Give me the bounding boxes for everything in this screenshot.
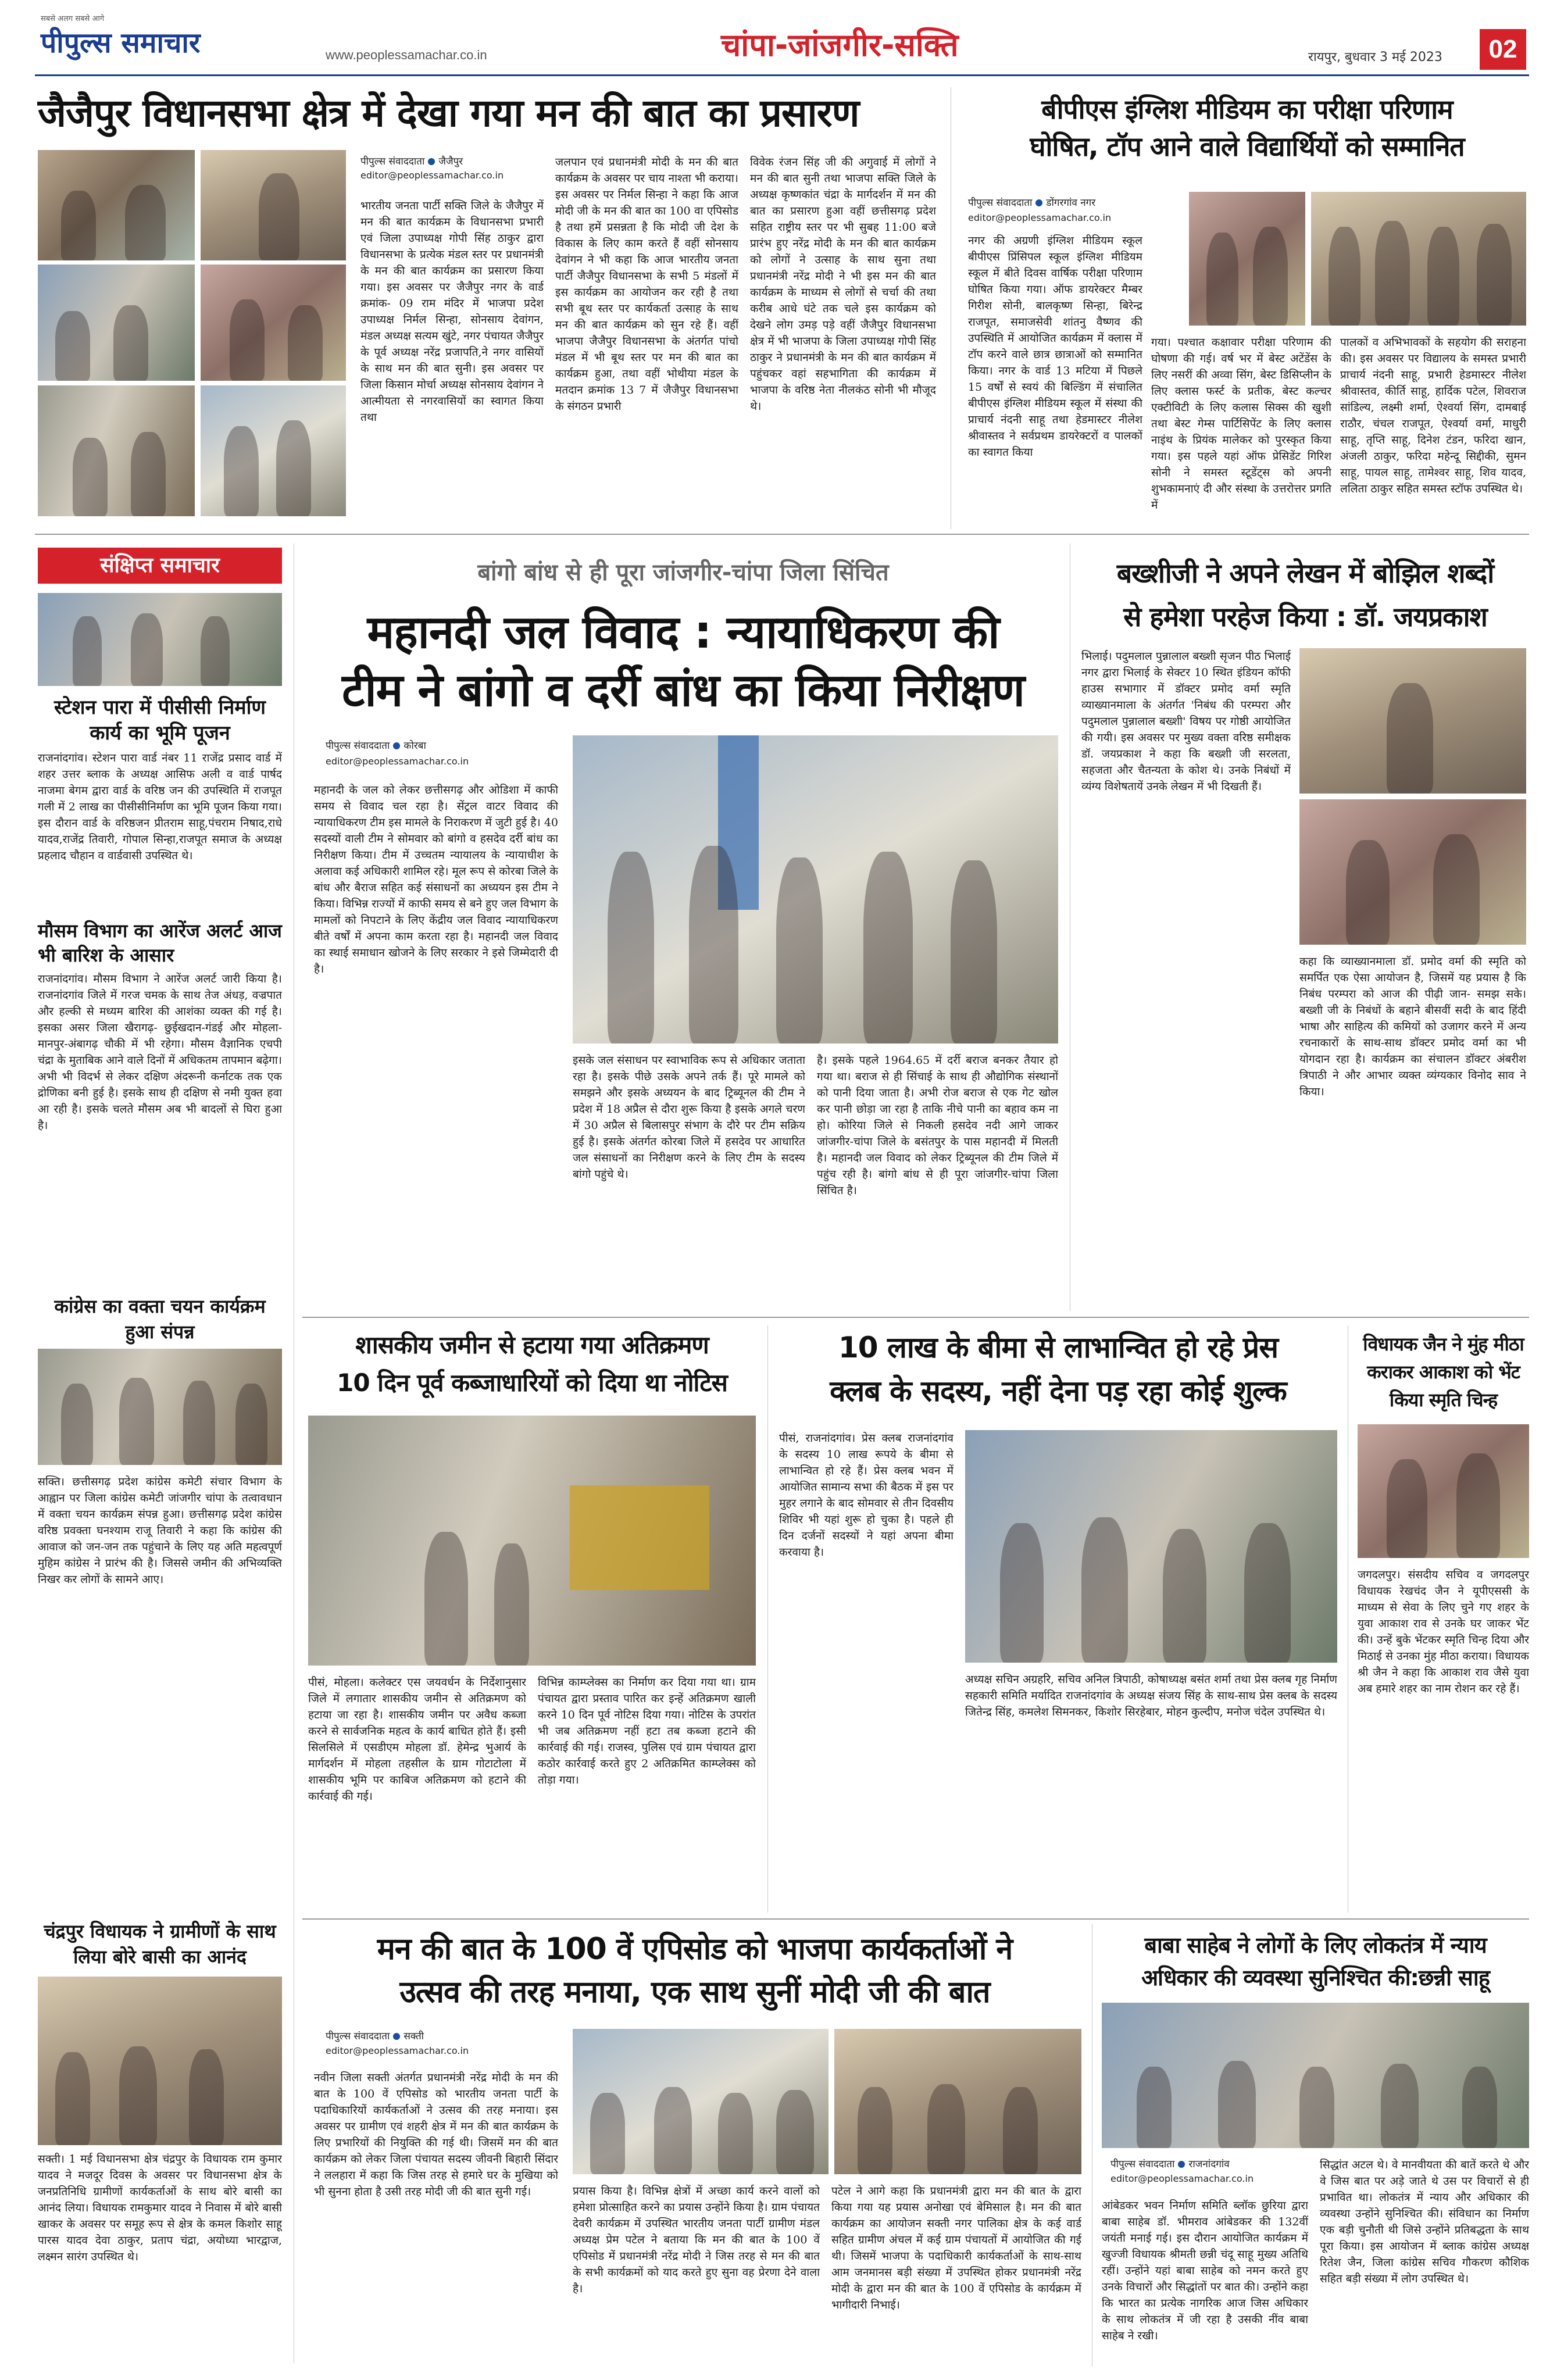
story3-email[interactable]: editor@peoplessamachar.co.in <box>326 756 469 767</box>
briefs-header <box>38 548 282 584</box>
brief2-text: राजनांदगांव। मौसम विभाग ने आरेंज अलर्ट जारी किया है। राजनांदगांव जिले में गरज चमक के साथ तेज अंधड़, वज्रपात और हल्की से मध्यम बारिश की आशंका व्यक्त की गई है। इसका असर जिला खैरागढ़- छुईखदान-गंडई और मोहला-मानपुर-अंबागढ़ चौकी में भी रहेगा। मौसम वैज्ञानिक एचपी चंद्रा के मुताबिक आने वाले दिनों में अधिकतम तापमान बढ़ेगा। अभी भी विदर्भ से लेकर दक्षिण अंदरूनी कर्नाटक तक एक द्रोणिका बनी हुई है। इसके साथ ही दक्षिण से नमी युक्त हवा आ रही है। इसके चलते मौसम अब भी बादलों से घिरा हुआ है। <box>38 973 282 1132</box>
story3-photo <box>573 735 1058 1044</box>
story9-col-2: सिद्धांत अटल थे। वे मानवीयता की बातें करते थे और वे जिस बात पर अड़े जाते थे उस पर विचारों से ही प्रभावित था। लोकतंत्र में न्याय और अधिकार की व्यवस्था उन्होंने सुनिश्चित की। संविधान का निर्माण एक बड़ी चुनौती थी जिसे उन्होंने प्रतिबद्धता के साथ पूरा किया। इस आयोजन में ब्लाक कांग्रेस अध्यक्ष रितेश जैन, जिला कांग्रेस सचिव गौकरण कौशिक सहित बड़ी संख्या में लोग उपस्थित थे। <box>1320 2159 1529 2285</box>
story6-col-2: अध्यक्ष सचिन अग्रहरि, सचिव अनिल त्रिपाठी, कोषाध्यक्ष बसंत शर्मा तथा प्रेस क्लब गृह निर्माण सहकारी समिति मर्यादित राजनांदगांव के अध्यक्ष संजय सिंह के साथ-साथ प्रेस क्लब के सदस्य जितेन्द्र सिंह, कमलेश सिमनकर, किशोर सिरहेबार, मोहन कुल्दीप, मनोज चंदेल उपस्थित थे। <box>965 1673 1337 1718</box>
story6-col-1: पीसं, राजनांदगांव। प्रेस क्लब राजनांदगांव के सदस्य 10 लाख रूपये के बीमा से लाभान्वित हो रहे हैं। प्रेस क्लब भवन में आयोजित सामान्य सभा की बैठक में इस पर मुहर लगाने के बाद सोमवार से तीन दिवसीय शिविर भी यहां शुरू हो चुका है। पहले ही दिन दर्जनों सदस्यों ने यहां अपना बीमा करवाया है। <box>779 1432 954 1559</box>
story4-photo-2 <box>1299 799 1526 945</box>
story1-photo-6 <box>201 385 346 516</box>
story1-col-1: भारतीय जनता पार्टी सक्ति जिले के जैजैपुर में मन की बात कार्यक्रम के विधानसभा प्रभारी एवं जिला उपाध्यक्ष गोपी सिंह ठाकुर द्वारा विधानसभा के प्रत्येक मंडल स्तर पर प्रधानमंत्री के मन की बात कार्यक्रम का प्रसारण किया गया। इस अवसर पर जैजैपुर नगर के वार्ड क्रमांक- 09 राम मंदिर में भाजपा प्रदेश उपाध्यक्ष निर्मल सिन्हा, सोनसाय देवांगन, मंडल अध्यक्ष सत्यम खुंटे, नगर पंचायत जैजैपुर के पूर्व अध्यक्ष नरेंद्र प्रजापति,ने नगर वासियों के साथ मन की बात सुनी। इस अवसर पर जिला किसान मोर्चा अध्यक्ष सोनसाय देवांगन ने आत्मीयता से नगरवासियों का स्वागत किया तथा <box>360 199 544 424</box>
story2-col-2: गया। पश्चात कक्षावार परीक्षा परिणाम की घोषणा की गई। वर्ष भर में बेस्ट अटेंडेंस के लिए नसरीं की अव्वा सिंग, बेस्ट डिसिप्लीन के लिए क्लास फर्स्ट के प्रतीक, बेस्ट कल्चर एक्टीविटी के लिए कलास सिक्स की खुशी तथा बेस्ट गेम्स पार्टिसिपेंट के लिए क्लास नाइंथ के प्रियंक मालेकर को पुरस्कृत किया गया। इस पहले यहां ऑफ प्रेसिडेंट गिरिश सोनी ने समस्त स्टूडेंट्स को अपनी शुभकामनाएं दी और संस्था के उत्तरोत्तर प्रगति में <box>1151 336 1331 512</box>
story5-col-2: विभिन्न काम्प्लेक्स का निर्माण कर दिया गया था। ग्राम पंचायत द्वारा प्रस्ताव पारित कर इन्हें अतिक्रमण खाली करने 10 दिन पूर्व नोटिस दिया गया। नोटिस के उपरांत भी जब अतिक्रमण नहीं हटा तब कब्जा हटाने की कार्रवाई की गई। राजस्व, पुलिस एवं ग्राम पंचायत द्वारा कठोर कार्रवाई करते हुए 2 अतिक्रमित काम्प्लेक्स को तोड़ा गया। <box>538 1676 756 1786</box>
story8-photo-2 <box>834 2029 1081 2174</box>
story7-headline-3: किया स्मृति चिन्ह <box>1389 1389 1498 1411</box>
story3-kicker: बांगो बांध से ही पूरा जांजगीर-चांपा जिला सिंचित <box>477 559 889 586</box>
section-rule <box>302 1317 1529 1318</box>
story5-headline-2: 10 दिन पूर्व कब्जाधारियों को दिया था नोटिस <box>337 1368 727 1397</box>
website: www.peoplessamachar.co.in <box>326 48 487 62</box>
story1-photo-1 <box>38 150 195 260</box>
section-rule <box>35 534 1529 535</box>
logo-tagline: सबसे अलग सबसे आगे <box>41 15 105 23</box>
column-divider <box>767 1325 768 1913</box>
story2-col-1: नगर की अग्रणी इंग्लिश मीडियम स्कूल बीपीएस प्रिंसिपल स्कूल इंग्लिश मीडियम स्कूल में बीते दिवस वार्षिक परीक्षा परिणाम घोषित किया गया। ऑफ डायरेक्टर मैम्बर गिरीश सोनी, बालकृष्ण सिन्हा, बिरेन्द्र राजपूत, समाजसेवी शांतनु वैष्णव की उपस्थिति में आयोजित कार्यक्रम में क्लास में टॉप करने वाले छात्र छात्राओं को सम्मानित किया। नगर के वार्ड 13 मटिया में पिछले 15 वर्षों से स्वयं की बिल्डिंग में संचालित बीपीएस इंग्लिश मीडियम स्कूल में संस्था की प्राचार्य नंदनी साहू तथा हेडमास्टर नीलेश श्रीवास्तव ने सर्वप्रथम डायरेक्टरों व पालकों का स्वागत किया <box>968 234 1142 459</box>
brief3-headline: कांग्रेस का वक्ता चयन कार्यक्रम हुआ संपन्न <box>54 1295 266 1343</box>
brief1-photo <box>38 593 282 686</box>
story7-photo <box>1358 1424 1529 1558</box>
story3-byline-source: पीपुल्स संवाददाता <box>326 740 390 752</box>
story1-col-3: विवेक रंजन सिंह जी की अगुवाई में लोगों ने मन की बात सुनी तथा भाजपा सक्ति जिले के अध्यक्ष कृष्णकांत चंद्रा के मार्गदर्शन में मन की बात का प्रसारण हुआ वहीं छत्तीसगढ़ प्रदेश सहित राष्ट्रीय स्तर पर भी सुबह 11:00 बजे प्रारंभ हुए नरेंद्र मोदी के मन की बात कार्यक्रम को लोगों ने उत्साह के साथ सुना तथा प्रधानमंत्री नरेंद्र मोदी ने भी इस मन की बात कार्यक्रम के माध्यम से लोगों से चर्चा की तथा करीब आधे घंटे तक चले इस कार्यक्रम को देखने लोग उमड़ पड़े वहीं जैजैपुर विधानसभा क्षेत्र में भी भाजपा के जिला उपाध्यक्ष गोपी सिंह ठाकुर ने प्रधानमंत्री के मन की बात कार्यक्रम में पहुंचकर वहां सहभागिता की कार्यक्रम में भाजपा के वरिष्ठ नेता नीलकंठ सोनी भी मौजूद थे। <box>750 156 936 413</box>
brief4-photo <box>38 1977 282 2145</box>
story1-byline-place: जैजैपुर <box>438 156 463 167</box>
story7-headline-1: विधायक जैन ने मुंह मीठा <box>1363 1333 1524 1355</box>
brief4-headline: चंद्रपुर विधायक ने ग्रामीणों के साथ लिया बोरे बासी का आनंद <box>44 1920 276 1968</box>
story1-byline-source: पीपुल्स संवाददाता <box>360 156 425 167</box>
story4-photo-1 <box>1299 648 1526 794</box>
page-number: 02 <box>1480 29 1526 70</box>
story6-headline-1: 10 लाख के बीमा से लाभान्वित हो रहे प्रेस <box>838 1331 1279 1364</box>
story4-headline-1: बख्शीजी ने अपने लेखन में बोझिल शब्दों <box>1116 558 1494 589</box>
story8-byline-place: सक्ती <box>403 2031 424 2042</box>
story5-col-1: पीसं, मोहला। कलेक्टर एस जयवर्धन के निर्देशानुसार जिले में लगातार शासकीय जमीन से अतिक्रमण को हटाया जा रहा है। शासकीय जमीन पर अवैध कब्जा करने से सार्वजनिक महत्व के कार्य बाधित होते हैं। इसी सिलसिले में एसडीएम मोहला डॉ. हेमेन्द्र भुआर्य के मार्गदर्शन में मोहला तहसील के ग्राम गोटाटोला में शासकीय भूमि पर काबिज अतिक्रमण को हटाने की कार्रवाई की गई। <box>308 1676 526 1803</box>
story8-headline-2: उत्सव की तरह मनाया, एक साथ सुनीं मोदी जी की बात <box>399 1975 990 2010</box>
story1-headline: जैजैपुर विधानसभा क्षेत्र में देखा गया मन की बात का प्रसारण <box>38 91 859 135</box>
brief2-headline: मौसम विभाग का आरेंज अलर्ट आज भी बारिश के आसार <box>38 920 282 966</box>
logo: पीपुल्स समाचार <box>41 27 201 59</box>
masthead <box>0 0 1557 76</box>
story2-headline-2: घोषित, टॉप आने वाले विद्यार्थियों को सम्मानित <box>1030 131 1465 162</box>
story7-headline-2: कराकर आकाश को भेंट <box>1367 1361 1520 1383</box>
byline-dot-icon <box>428 158 435 165</box>
story8-col-3: पटेल ने आगे कहा कि प्रधानमंत्री द्वारा मन की बात के द्वारा किया गया यह प्रयास अनोखा एवं बेमिसाल है। मन की बात कार्यक्रम का आयोजन सक्ती नगर पालिका क्षेत्र के कई वार्ड सहित ग्रामीण अंचल में कई ग्राम पंचायतों में आयोजित की गई थी। जिसमें भाजपा के पदाधिकारी कार्यकर्ताओं के साथ-साथ आम जनमानस बड़ी संख्या में उपस्थित होकर प्रधानमंत्री नरेंद्र मोदी के द्वारा मन की बात के 100 वें एपिसोड के कार्यक्रम में भागीदारी निभाई। <box>831 2185 1081 2311</box>
story2-byline <box>968 195 1095 209</box>
story6-headline-2: क्लब के सदस्य, नहीं देना पड़ रहा कोई शुल्क <box>830 1374 1287 1408</box>
byline-dot-icon <box>1035 199 1042 206</box>
story2-byline-source: पीपुल्स संवाददाता <box>968 197 1033 209</box>
story2-email[interactable]: editor@peoplessamachar.co.in <box>968 212 1112 223</box>
brief3-photo <box>38 1349 282 1465</box>
story8-col-2: प्रयास किया है। विभिन्न क्षेत्रों में अच्छा कार्य करने वालों को हमेशा प्रोत्साहित करने का प्रयास उन्होंने किया है। ग्राम पंचायत देवरी कार्यक्रम में उपस्थित भारतीय जनता पार्टी ग्रामीण मंडल अध्यक्ष प्रेम पटेल ने बताया कि मन की बात के 100 वें एपिसोड में प्रधानमंत्री नरेंद्र मोदी ने जिस तरह से मन की बात के सभी कार्यक्रमों को याद करते हुए सुना वह प्रेरणा देने वाला है। <box>573 2185 820 2295</box>
story9-email[interactable]: editor@peoplessamachar.co.in <box>1110 2173 1254 2184</box>
story2-photo-2 <box>1311 192 1526 326</box>
story4-headline-2: से हमेशा परहेज किया : डॉ. जयप्रकाश <box>1123 601 1487 632</box>
story9-byline-source: पीपुल्स संवाददाता <box>1110 2159 1175 2170</box>
byline-dot-icon <box>393 742 400 749</box>
story1-photo-3 <box>38 265 195 381</box>
byline-dot-icon <box>393 2033 400 2040</box>
story3-col-1: महानदी के जल को लेकर छत्तीसगढ़ और ओडिशा में काफी समय से विवाद चल रहा है। सेंट्रल वाटर विवाद की न्यायाधिकरण टीम इस मामले के निराकरण में जुटी हुई है। 40 सदस्यों वाली टीम ने सोमवार को बांगो व हसदेव दर्री बांध का निरीक्षण किया। टीम में उच्चतम न्यायालय के न्यायाधीश के अलावा कई अधिकारी शामिल रहे। मूल रूप से कोरबा जिले के बांध और बैराज सहित कई संसाधनों का अध्ययन इस टीम ने किया। विभिन्न राज्यों में काफी समय से बने हुए जल विभाग के मामलों को निपटाने के लिए केंद्रीय जल विवाद न्यायाधिकरण बीते वर्षों में अपना काम करता रहा है। महानदी जल विवाद का स्थाई समाधान खोजने के लिए सरकार ने इसे जिम्मेदारी दी है। <box>314 784 558 975</box>
story2-byline-place: डोंगरगांव नगर <box>1046 197 1096 209</box>
section-title: चांपा-जांजगीर-सक्ति <box>721 27 959 63</box>
story8-byline <box>326 2029 424 2042</box>
story5-photo <box>308 1416 756 1666</box>
story8-photo-1 <box>573 2029 829 2174</box>
story1-byline <box>360 154 463 167</box>
story7-col-1: जगदलपुर। संसदीय सचिव व जगदलपुर विधायक रेखचंद जैन ने यूपीएससी के माध्यम से सेवा के लिए चुने गए शहर के युवा आकाश राव से उनके घर जाकर भेंट की। उन्हें बुके भेंटकर स्मृति चिन्ह दिया और मिठाई से उनका मुंह मीठा कराया। विधायक श्री जैन ने कहा कि आकाश राव जैसे युवा अब हमारे शहर का नाम रोशन कर रहे हैं। <box>1358 1568 1529 1695</box>
story8-email[interactable]: editor@peoplessamachar.co.in <box>326 2045 469 2056</box>
briefs-header-label: संक्षिप्त समाचार <box>100 553 220 577</box>
story6-photo <box>965 1430 1337 1663</box>
story3-byline-place: कोरबा <box>403 740 426 752</box>
story9-headline-1: बाबा साहेब ने लोगों के लिए लोकतंत्र में न्याय <box>1144 1932 1487 1958</box>
story3-headline-2: टीम ने बांगो व दर्री बांध का किया निरीक्षण <box>342 664 1024 717</box>
story2-headline-1: बीपीएस इंग्लिश मीडियम का परीक्षा परिणाम <box>1041 94 1453 125</box>
brief4-text: सक्ती। 1 मई विधानसभा क्षेत्र चंद्रपुर के विधायक राम कुमार यादव ने मजदूर दिवस के अवसर पर विधानसभा क्षेत्र के जनप्रतिनिधि ग्रामीणों कार्यकर्ताओं के साथ बोरे बासी का आनंद लिया। विधायक रामकुमार यादव ने निवास में बोरे बासी खाकर के अवसर पर समूह रूप से क्षेत्र के कमल किशोर साहू पारस यादव देवा ठाकुर, प्रताप चंद्रा, अयोध्या भारद्वाज, लक्ष्मन सारंग उपस्थित थे। <box>38 2153 282 2263</box>
story3-headline-1: महानदी जल विवाद : न्यायाधिकरण की <box>367 606 999 659</box>
story5-headline-1: शासकीय जमीन से हटाया गया अतिक्रमण <box>355 1331 709 1359</box>
story4-col-2: कहा कि व्याख्यानमाला डॉ. प्रमोद वर्मा की स्मृति को समर्पित एक ऐसा आयोजन है, जिसमें यह प्रयास है कि निबंध परम्परा को आज की पीढ़ी जान- समझ सके। बख्शी जी के निबंधों के बहाने बीसवीं सदी के बाद हिंदी भाषा और साहित्य की कमियों को उजागर करने में अन्य रचनाकारों के साथ-साथ डॉक्टर प्रमोद वर्मा का भी योगदान रहा है। कार्यक्रम का संचालन डॉक्टर अंबरीश त्रिपाठी ने और आभार व्यक्त व्यंग्यकार विनोद साव ने किया। <box>1299 955 1526 1098</box>
story3-col-3: है। इसके पहले 1964.65 में दर्री बराज बनकर तैयार हो गया था। बराज से ही सिंचाई के साथ ही औद्योगिक संस्थानों को पानी दिया जाता है। अभी रोज बराज से एक गेट खोल कर पानी छोड़ा जा रहा है ताकि नीचे पानी का बहाव कम ना हो। कोरिया जिले से निकली हसदेव नदी आगे जाकर जांजगीर-चांपा जिले के बसंतपुर के पास महानदी में मिलती है। महानदी जल विवाद को लेकर ट्रिब्यूनल की टीम जिले में पहुंच रही है। बांगो बांध से ही पूरा जांजगीर-चांपा जिला सिंचित है। <box>817 1054 1058 1197</box>
story4-col-1: भिलाई। पदुमलाल पुन्नालाल बख्शी सृजन पीठ भिलाई नगर द्वारा भिलाई के सेक्टर 10 स्थित इंडियन कॉफी हाउस सभागार में डॉक्टर प्रमोद वर्मा स्मृति व्याख्यानमाला के अंतर्गत 'निबंध की परम्परा और पदुमलाल पुन्नालाल बख्शी' विषय पर गोष्ठी आयोजित की गयी। इस अवसर पर मुख्य वक्ता वरिष्ठ समीक्षक डॉ. जयप्रकाश ने कहा कि बख्शी जी सरलता, सहजता और चैतन्यता के कोश थे। उनके निबंधों में व्यंग्य विशेषतायें उनके लेखन में भी दिखती हैं। <box>1081 650 1291 793</box>
story9-byline <box>1110 2157 1230 2170</box>
brief3-text: सक्ति। छत्तीसगढ़ प्रदेश कांग्रेस कमेटी संचार विभाग के आह्वान पर जिला कांग्रेस कमेटी जांजगीर चांपा के तत्वावधान में वक्ता चयन कार्यक्रम संपन्न हुआ। छत्तीसगढ़ प्रदेश कांग्रेस वरिष्ठ प्रवक्ता घनश्याम राजू तिवारी ने कहा कि कांग्रेस की आवाज को जन-जन तक पहुंचाने के लिए यह अति महत्वपूर्ण मुहिम कांग्रेस ने प्रारंभ की है। जिससे जमीन की अभिव्यक्ति निखर कर लोगों के सामने आए। <box>38 1475 282 1586</box>
story1-col-2: जलपान एवं प्रधानमंत्री मोदी के मन की बात कार्यक्रम के अवसर पर चाय नाश्ता भी कराया। इस अवसर पर निर्मल सिन्हा ने कहा कि आज मोदी जी के मन की बात का 100 वा एपिसोड है तथा हमें प्रसन्नता है कि मोदी जी देश के विकास के लिए काम करते हैं वहीं सोनसाय देवांगन ने भी कहा कि आज भारतीय जनता पार्टी जैजैपुर विधानसभा के सभी 5 मंडलों में इस कार्यक्रम का आयोजन कर रही है तथा सभी बूथ स्तर पर कार्यकर्ता उत्साह के साथ मन की बात कार्यक्रम को सुन रहे हैं। वहीं भाजपा जैजैपुर विधानसभा के अंतर्गत पांचो मंडल में भी बूथ स्तर पर मन की बात का कार्यक्रम हुआ, तथा वहीं भोथीया मंडल के मतदान क्रमांक 13 7 में जैजैपुर विधानसभा के संगठन प्रभारी <box>555 156 738 413</box>
story9-photo <box>1102 2003 1529 2148</box>
story8-col-1: नवीन जिला सक्ती अंतर्गत प्रधानमंत्री नरेंद्र मोदी के मन की बात के 100 वें एपिसोड को भारतीय जनता पार्टी के पदाधिकारियों कार्यकर्ताओं ने उत्सव की तरह मनाया। इस अवसर पर ग्रामीण एवं शहरी क्षेत्र में मन की बात कार्यक्रम के लिए प्रभारियों की नियुक्ति की गई थी। जिसमें मन की बात कार्यक्रम को लेकर जिला पंचायत सदस्य जीवनी बिहारी सिंदार ने ललहारा में कहा कि जिस तरह से हमारे घर के मुखिया को भी सुनना होता है उसी तरह मोदी जी की बात सुनी गई। <box>314 2071 558 2198</box>
story8-byline-source: पीपुल्स संवाददाता <box>326 2031 390 2042</box>
story9-headline-2: अधिकार की व्यवस्था सुनिश्चित की:छन्नी साहू <box>1141 1965 1490 1991</box>
masthead-rule <box>35 74 1529 76</box>
story3-byline <box>326 738 426 752</box>
story9-byline-place: राजनांदगांव <box>1188 2159 1230 2170</box>
section-rule <box>302 1918 1529 1920</box>
story1-photo-2 <box>201 150 346 260</box>
story9-col-1: आंबेडकर भवन निर्माण समिति ब्लॉक छुरिया द्वारा बाबा साहेब डॉ. भीमराव आंबेडकर की 132वीं जयंती मनाई गई। इस दौरान आयोजित कार्यक्रम में खुज्जी विधायक श्रीमती छन्नी चंदू साहू मुख्य अतिथि रहीं। उन्होंने यहां बाबा साहेब को नमन करते हुए उनके विचारों और सिद्धांतों पर बात की। उन्होंने कहा कि भारत का प्रत्येक नागरिक आज जिस अधिकार के साथ लोकतंत्र में जी रहा है उसकी नींव बाबा साहेब ने रखी। <box>1102 2199 1308 2342</box>
dateline: रायपुर, बुधवार 3 मई 2023 <box>1308 50 1442 65</box>
story1-photo-5 <box>38 385 195 516</box>
brief1-text: राजनांदगांव। स्टेशन पारा वार्ड नंबर 11 राजेंद्र प्रसाद वार्ड में शहर उत्तर ब्लाक के अध्यक्ष आसिफ अली व वार्ड पार्षद नाजमा बेगम द्वारा वार्ड के वरिष्ठ जन की उपस्थिति में राजपूत गली में 2 लाख का पीसीसीनिर्माण का भूमि पूजन किया गया। इस दौरान वार्ड के वरिष्ठजन प्रीतराम साहू,पंचराम निषाद,राधे यादव,राजेंद्र तिवारी, गोपाल सिन्हा,राजपूत समाज के अध्यक्ष प्रहलाद चौहान व वार्डवासी उपस्थित थे। <box>38 752 282 862</box>
story1-email[interactable]: editor@peoplessamachar.co.in <box>360 170 504 181</box>
story8-headline-1: मन की बात के 100 वें एपिसोड को भाजपा कार्यकर्ताओं ने <box>377 1932 1013 1967</box>
byline-dot-icon <box>1178 2161 1185 2168</box>
story3-col-2: इसके जल संसाधन पर स्वाभाविक रूप से अधिकार जताता रहा है। इसके पीछे उसके अपने तर्क हैं। पूरे मामले को समझने और इसके अध्ययन के बाद ट्रिब्यूनल की टीम ने प्रदेश में 18 अप्रैल से दौरा शुरू किया है इसके अगले चरण में 30 अप्रैल से बिलासपुर संभाग के दौरे पर टीम सक्रिय हुई है। इसके अंतर्गत कोरबा जिले में हसदेव पर आधारित जल संसाधनों का निरीक्षण करने के लिए टीम के सदस्य बांगो पहुंचे थे। <box>573 1054 805 1181</box>
brief1-headline: स्टेशन पारा में पीसीसी निर्माण कार्य का भूमि पूजन <box>54 696 266 745</box>
story2-photo-1 <box>1189 192 1305 326</box>
story1-photo-4 <box>201 265 346 381</box>
story2-col-3: पालकों व अभिभावकों के सहयोग की सराहना की। इस अवसर पर विद्यालय के समस्त प्रभारी प्राचार्य नंदनी साहू, प्रभारी हेडमास्टर नीलेश श्रीवास्तव, कीर्ति साहू, हार्दिक पटेल, शिवराज सांडिल्य, लक्ष्मी शर्मा, ऐश्वर्या सिंग, दामबाई राठौर, चंचल राजपूत, ऐश्वर्या वर्मा, माधुरी साहू, तृप्ति साहू, दिनेश टंडन, फरिदा खान, अंजली ठाकुर, फरिदा महेन्दू सिद्दीकी, सुमन साहू, पायल साहू, तामेश्वर साहू, शिव यादव, ललिता ठाकुर सहित समस्त स्टॉफ उपस्थित थे। <box>1340 336 1526 495</box>
